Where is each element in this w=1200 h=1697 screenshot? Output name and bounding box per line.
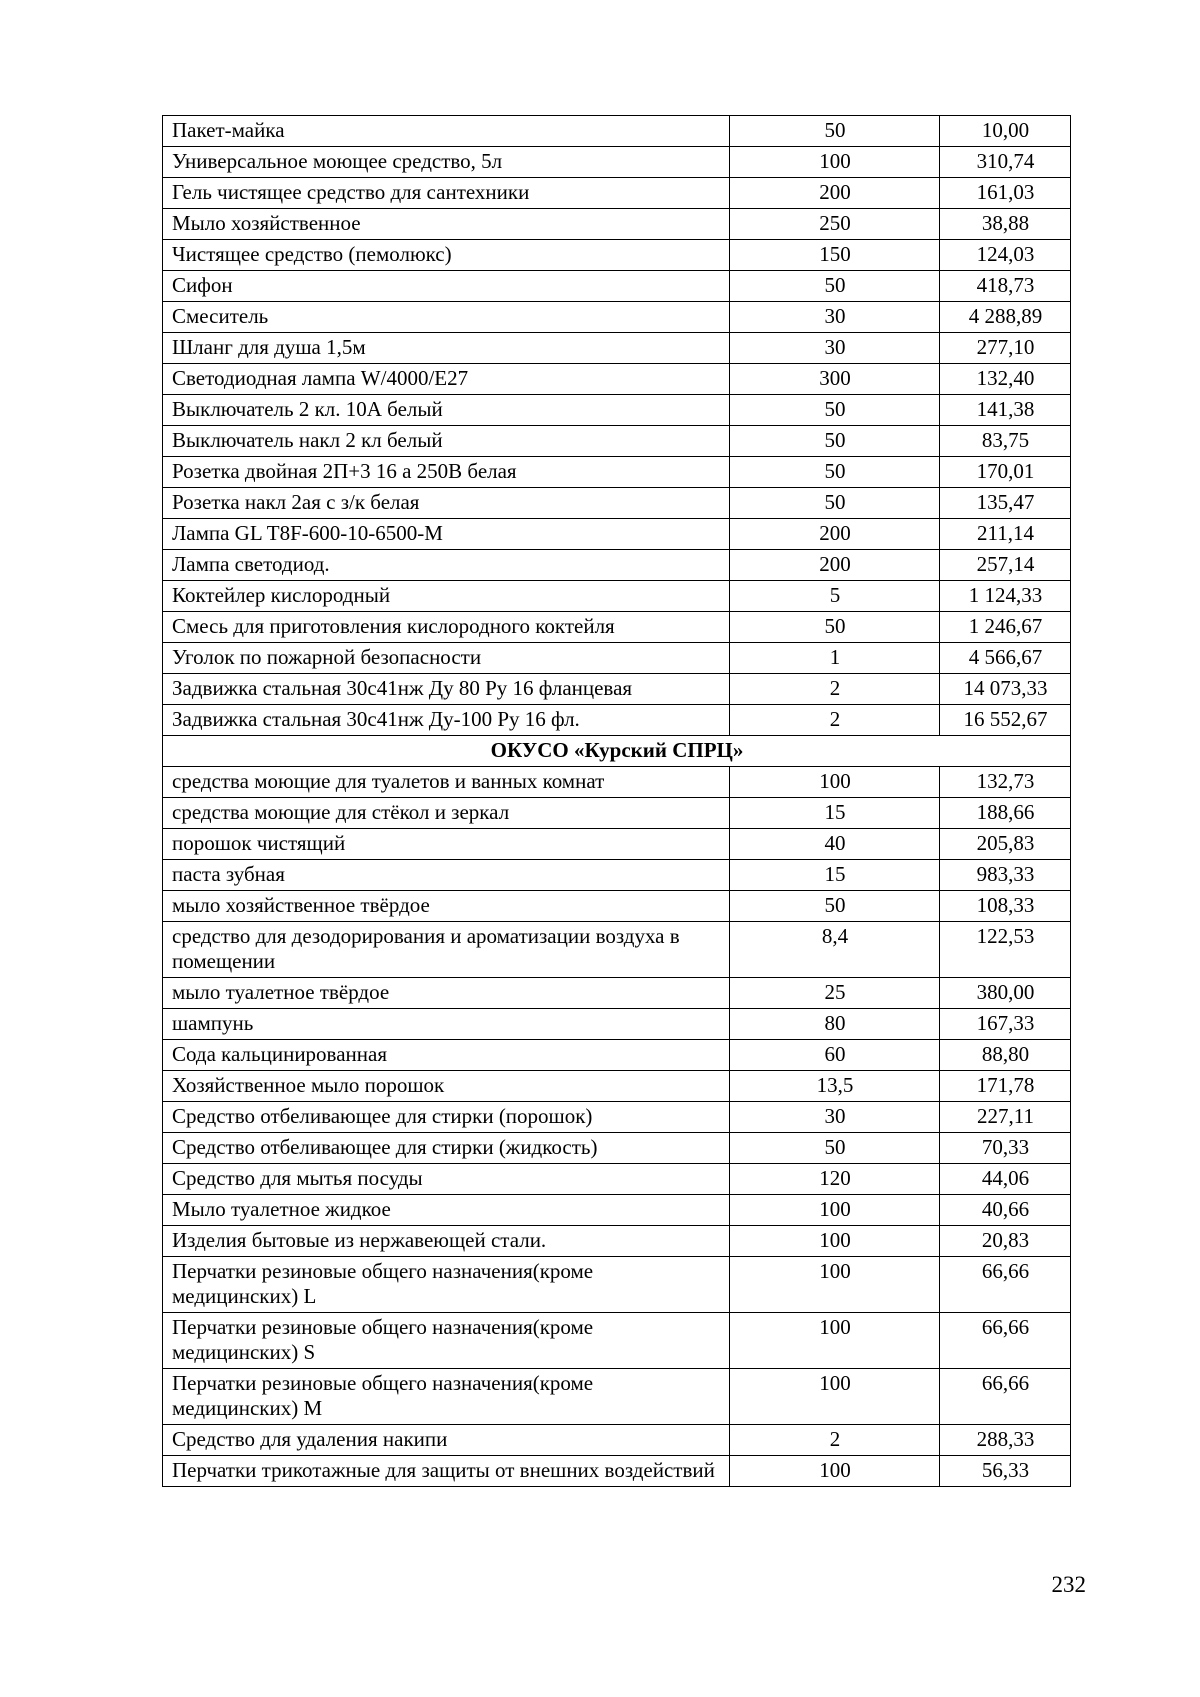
item-name-cell: Розетка накл 2ая с з/к белая (163, 488, 730, 519)
item-name-cell: порошок чистящий (163, 829, 730, 860)
price-cell: 132,73 (940, 767, 1071, 798)
price-cell: 66,66 (940, 1369, 1071, 1425)
item-name-cell: Перчатки резиновые общего назначения(кроме медицинских) L (163, 1257, 730, 1313)
price-cell: 227,11 (940, 1102, 1071, 1133)
price-cell: 40,66 (940, 1195, 1071, 1226)
table-row (163, 426, 1071, 457)
quantity-cell: 25 (730, 978, 940, 1009)
price-cell: 14 073,33 (940, 674, 1071, 705)
section-header-group (163, 736, 1071, 767)
item-name-cell: Средство для удаления накипи (163, 1425, 730, 1456)
price-cell: 167,33 (940, 1009, 1071, 1040)
price-cell: 108,33 (940, 891, 1071, 922)
quantity-cell: 80 (730, 1009, 940, 1040)
quantity-cell: 50 (730, 426, 940, 457)
quantity-cell: 100 (730, 1313, 940, 1369)
table-row (163, 581, 1071, 612)
price-cell: 170,01 (940, 457, 1071, 488)
price-cell: 83,75 (940, 426, 1071, 457)
table-row (163, 612, 1071, 643)
price-cell: 10,00 (940, 116, 1071, 147)
table-row (163, 178, 1071, 209)
table-row (163, 1009, 1071, 1040)
quantity-cell: 300 (730, 364, 940, 395)
price-cell: 38,88 (940, 209, 1071, 240)
price-cell: 4 566,67 (940, 643, 1071, 674)
table-row (163, 1313, 1071, 1369)
table-row (163, 395, 1071, 426)
item-name-cell: Перчатки резиновые общего назначения(кроме медицинских) M (163, 1369, 730, 1425)
quantity-cell: 40 (730, 829, 940, 860)
quantity-cell: 100 (730, 1369, 940, 1425)
item-name-cell: Гель чистящее средство для сантехники (163, 178, 730, 209)
item-name-cell: Розетка двойная 2П+3 16 а 250В белая (163, 457, 730, 488)
section-header-row (163, 736, 1071, 767)
quantity-cell: 250 (730, 209, 940, 240)
item-name-cell: средства моющие для стёкол и зеркал (163, 798, 730, 829)
table-body-top (163, 116, 1071, 736)
quantity-cell: 30 (730, 333, 940, 364)
table-row (163, 302, 1071, 333)
table-row (163, 1164, 1071, 1195)
item-name-cell: Уголок по пожарной безопасности (163, 643, 730, 674)
item-name-cell: Смесь для приготовления кислородного коктейля (163, 612, 730, 643)
item-name-cell: Лампа GL T8F-600-10-6500-M (163, 519, 730, 550)
table-row (163, 1195, 1071, 1226)
item-name-cell: мыло хозяйственное твёрдое (163, 891, 730, 922)
table-row (163, 1133, 1071, 1164)
price-cell: 88,80 (940, 1040, 1071, 1071)
price-cell: 132,40 (940, 364, 1071, 395)
price-cell: 983,33 (940, 860, 1071, 891)
table-row (163, 1456, 1071, 1487)
quantity-cell: 100 (730, 1456, 940, 1487)
price-cell: 66,66 (940, 1313, 1071, 1369)
item-name-cell: Мыло хозяйственное (163, 209, 730, 240)
item-name-cell: Универсальное моющее средство, 5л (163, 147, 730, 178)
item-name-cell: Хозяйственное мыло порошок (163, 1071, 730, 1102)
table-row (163, 457, 1071, 488)
quantity-cell: 8,4 (730, 922, 940, 978)
quantity-cell: 100 (730, 767, 940, 798)
table-row (163, 488, 1071, 519)
quantity-cell: 50 (730, 116, 940, 147)
quantity-cell: 100 (730, 1226, 940, 1257)
item-name-cell: Пакет-майка (163, 116, 730, 147)
quantity-cell: 15 (730, 798, 940, 829)
price-cell: 205,83 (940, 829, 1071, 860)
quantity-cell: 50 (730, 612, 940, 643)
item-name-cell: Сифон (163, 271, 730, 302)
item-name-cell: Изделия бытовые из нержавеющей стали. (163, 1226, 730, 1257)
price-cell: 257,14 (940, 550, 1071, 581)
price-cell: 418,73 (940, 271, 1071, 302)
item-name-cell: Средство для мытья посуды (163, 1164, 730, 1195)
price-cell: 1 246,67 (940, 612, 1071, 643)
quantity-cell: 50 (730, 488, 940, 519)
item-name-cell: Средство отбеливающее для стирки (порошок) (163, 1102, 730, 1133)
quantity-cell: 13,5 (730, 1071, 940, 1102)
table-row (163, 1369, 1071, 1425)
table-row (163, 240, 1071, 271)
item-name-cell: Светодиодная лампа W/4000/E27 (163, 364, 730, 395)
table-row (163, 1071, 1071, 1102)
item-name-cell: Средство отбеливающее для стирки (жидкость) (163, 1133, 730, 1164)
item-name-cell: Лампа светодиод. (163, 550, 730, 581)
price-cell: 124,03 (940, 240, 1071, 271)
table-row (163, 1425, 1071, 1456)
item-name-cell: шампунь (163, 1009, 730, 1040)
table-row (163, 922, 1071, 978)
item-name-cell: Сода кальцинированная (163, 1040, 730, 1071)
page-number: 232 (1051, 1572, 1086, 1597)
price-cell: 16 552,67 (940, 705, 1071, 736)
table-row (163, 271, 1071, 302)
item-name-cell: Мыло туалетное жидкое (163, 1195, 730, 1226)
price-cell: 122,53 (940, 922, 1071, 978)
price-cell: 171,78 (940, 1071, 1071, 1102)
table-row (163, 891, 1071, 922)
price-cell: 44,06 (940, 1164, 1071, 1195)
table-body-section (163, 767, 1071, 1487)
price-cell: 211,14 (940, 519, 1071, 550)
table-row (163, 767, 1071, 798)
table-row (163, 860, 1071, 891)
quantity-cell: 100 (730, 1195, 940, 1226)
table-row (163, 978, 1071, 1009)
table-row (163, 1226, 1071, 1257)
table-row (163, 519, 1071, 550)
quantity-cell: 120 (730, 1164, 940, 1195)
price-cell: 70,33 (940, 1133, 1071, 1164)
table-row (163, 116, 1071, 147)
price-cell: 310,74 (940, 147, 1071, 178)
quantity-cell: 200 (730, 550, 940, 581)
item-name-cell: Задвижка стальная 30с41нж Ду 80 Ру 16 фланцевая (163, 674, 730, 705)
quantity-cell: 30 (730, 1102, 940, 1133)
table-row (163, 1102, 1071, 1133)
item-name-cell: Выключатель накл 2 кл белый (163, 426, 730, 457)
table-row (163, 643, 1071, 674)
quantity-cell: 1 (730, 643, 940, 674)
item-name-cell: средство для дезодорирования и ароматизации воздуха в помещении (163, 922, 730, 978)
table-row (163, 209, 1071, 240)
item-name-cell: Перчатки резиновые общего назначения(кроме медицинских) S (163, 1313, 730, 1369)
quantity-cell: 100 (730, 1257, 940, 1313)
quantity-cell: 200 (730, 178, 940, 209)
table-row (163, 147, 1071, 178)
quantity-cell: 50 (730, 891, 940, 922)
table-row (163, 333, 1071, 364)
item-name-cell: Чистящее средство (пемолюкс) (163, 240, 730, 271)
quantity-cell: 50 (730, 271, 940, 302)
price-cell: 141,38 (940, 395, 1071, 426)
table-row (163, 705, 1071, 736)
quantity-cell: 50 (730, 1133, 940, 1164)
table-row (163, 674, 1071, 705)
price-cell: 56,33 (940, 1456, 1071, 1487)
price-cell: 277,10 (940, 333, 1071, 364)
quantity-cell: 200 (730, 519, 940, 550)
quantity-cell: 2 (730, 1425, 940, 1456)
item-name-cell: мыло туалетное твёрдое (163, 978, 730, 1009)
table-row (163, 550, 1071, 581)
price-cell: 380,00 (940, 978, 1071, 1009)
item-name-cell: Коктейлер кислородный (163, 581, 730, 612)
price-table (162, 115, 1071, 1487)
quantity-cell: 60 (730, 1040, 940, 1071)
table-row (163, 1257, 1071, 1313)
table-row (163, 798, 1071, 829)
price-cell: 20,83 (940, 1226, 1071, 1257)
quantity-cell: 30 (730, 302, 940, 333)
quantity-cell: 50 (730, 395, 940, 426)
quantity-cell: 2 (730, 674, 940, 705)
price-cell: 4 288,89 (940, 302, 1071, 333)
item-name-cell: Перчатки трикотажные для защиты от внешних воздействий (163, 1456, 730, 1487)
quantity-cell: 15 (730, 860, 940, 891)
quantity-cell: 100 (730, 147, 940, 178)
price-cell: 161,03 (940, 178, 1071, 209)
price-cell: 1 124,33 (940, 581, 1071, 612)
price-cell: 135,47 (940, 488, 1071, 519)
quantity-cell: 150 (730, 240, 940, 271)
price-cell: 188,66 (940, 798, 1071, 829)
table-row (163, 364, 1071, 395)
price-cell: 288,33 (940, 1425, 1071, 1456)
item-name-cell: Задвижка стальная 30с41нж Ду-100 Ру 16 фл. (163, 705, 730, 736)
item-name-cell: Смеситель (163, 302, 730, 333)
section-title: ОКУСО «Курский СПРЦ» (163, 736, 1071, 767)
quantity-cell: 2 (730, 705, 940, 736)
table-row (163, 829, 1071, 860)
price-cell: 66,66 (940, 1257, 1071, 1313)
table-row (163, 1040, 1071, 1071)
item-name-cell: средства моющие для туалетов и ванных комнат (163, 767, 730, 798)
quantity-cell: 5 (730, 581, 940, 612)
item-name-cell: Выключатель 2 кл. 10А белый (163, 395, 730, 426)
item-name-cell: Шланг для душа 1,5м (163, 333, 730, 364)
item-name-cell: паста зубная (163, 860, 730, 891)
quantity-cell: 50 (730, 457, 940, 488)
